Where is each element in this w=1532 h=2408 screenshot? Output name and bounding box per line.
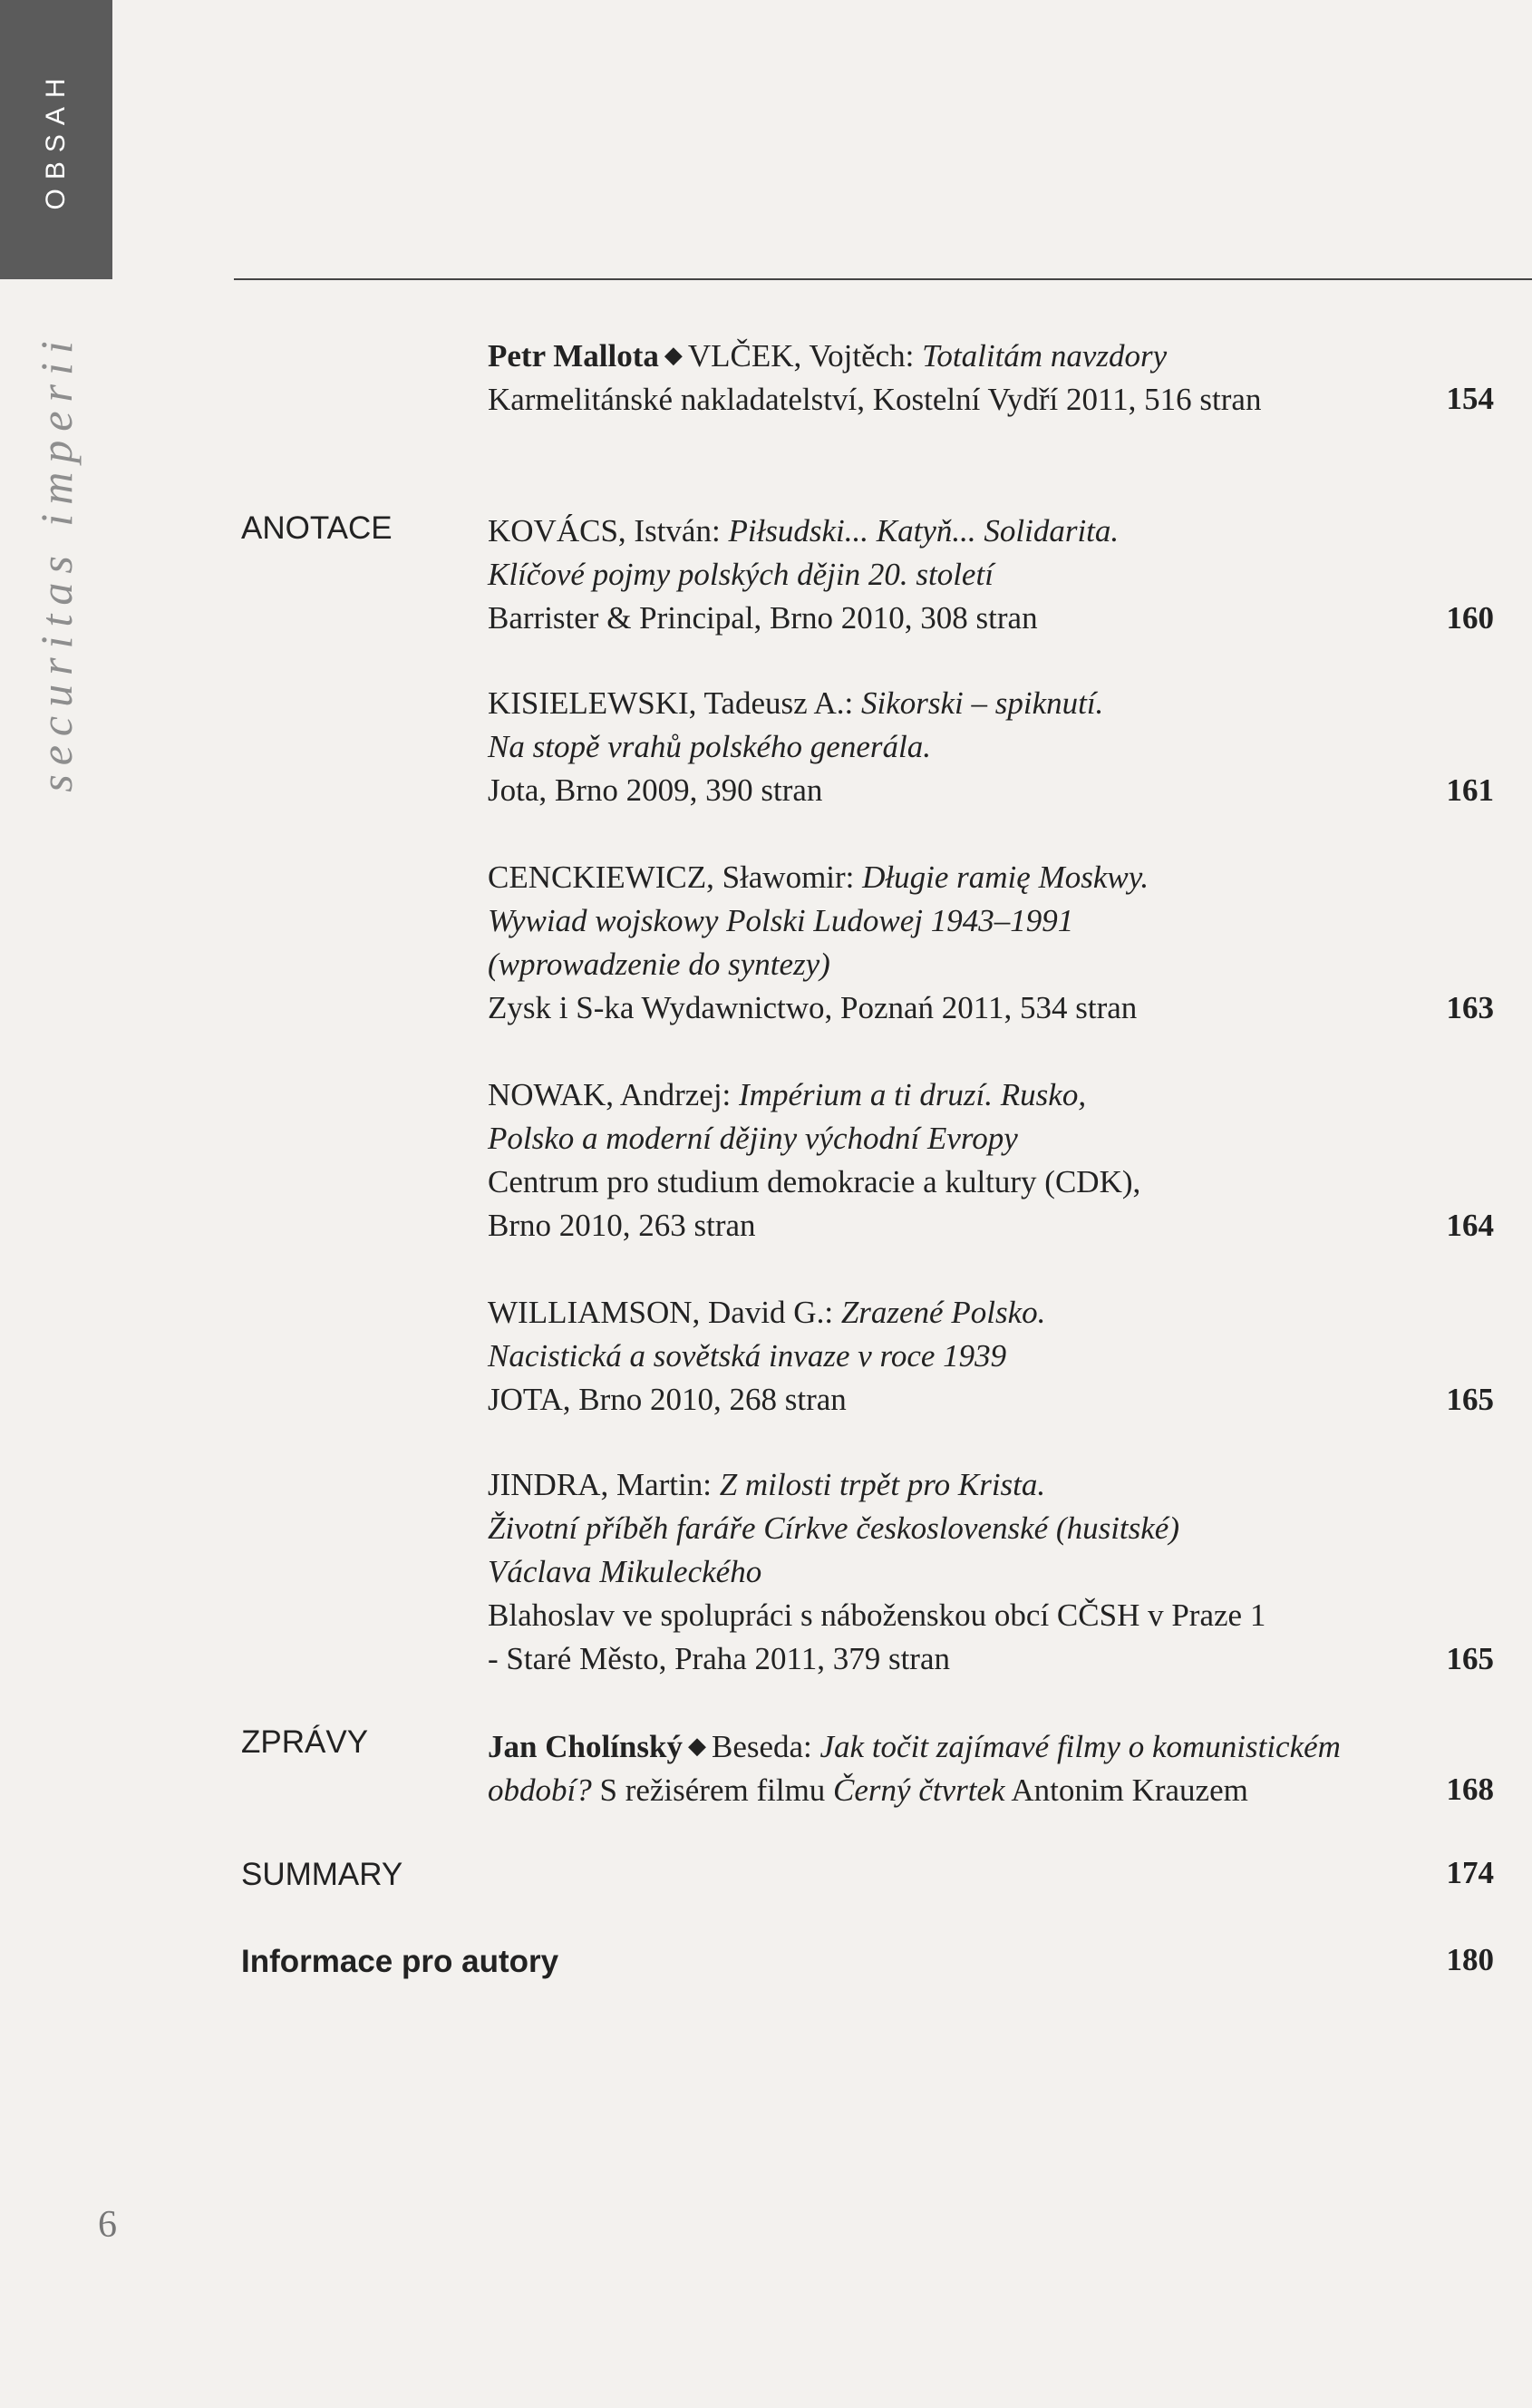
toc-entry-jindra[interactable]: [488, 1463, 1494, 1681]
toc-entry-cenckiewicz[interactable]: [488, 856, 1494, 1030]
page-ref: 163: [1446, 990, 1494, 1025]
book-title: Zrazené Polsko.: [840, 1295, 1046, 1330]
publisher-line: Centrum pro studium demokracie a kultury (CDK),: [488, 1164, 1141, 1199]
article-title: Jak točit zajímavé filmy o komunistickém: [819, 1729, 1341, 1764]
book-author: KOVÁCS, István:: [488, 513, 729, 549]
page-ref: 161: [1446, 772, 1494, 808]
book-subtitle-2: (wprowadzenie do syntezy): [488, 947, 830, 982]
section-informace[interactable]: Informace pro autory: [241, 1944, 559, 1979]
publisher-line: Barrister & Principal, Brno 2010, 308 stran: [488, 600, 1038, 636]
article-title-2: období?: [488, 1772, 592, 1808]
book-subtitle: Klíčové pojmy polských dějin 20. století: [488, 557, 994, 592]
section-anotace: ANOTACE: [241, 510, 393, 546]
film-title: Černý čtvrtek: [833, 1772, 1005, 1808]
header-rule: [234, 278, 1532, 280]
book-title: Totalitám navzdory: [922, 338, 1168, 374]
book-title: Impérium a ti druzí. Rusko,: [739, 1077, 1087, 1112]
publisher-line: JOTA, Brno 2010, 268 stran: [488, 1382, 847, 1417]
book-subtitle: Wywiad wojskowy Polski Ludowej 1943–1991: [488, 903, 1074, 938]
toc-entry-williamson[interactable]: [488, 1291, 1494, 1422]
toc-entry-kisielewski[interactable]: [488, 682, 1494, 812]
publisher-line: Karmelitánské nakladatelství, Kostelní Vydří 2011, 516 stran: [488, 382, 1262, 417]
book-title: Z milosti trpět pro Krista.: [719, 1467, 1046, 1502]
publisher-line: Zysk i S-ka Wydawnictwo, Poznań 2011, 534 stran: [488, 990, 1138, 1025]
book-subtitle: Nacistická a sovětská invaze v roce 1939: [488, 1338, 1007, 1374]
page-ref: 165: [1446, 1641, 1494, 1676]
toc-entry-kovacs[interactable]: [488, 510, 1494, 640]
book-title: Sikorski – spiknutí.: [860, 685, 1104, 721]
book-subtitle: Životní příběh faráře Církve československé (husitské): [488, 1510, 1179, 1546]
book-subtitle-2: Václava Mikuleckého: [488, 1554, 762, 1589]
book-author: VLČEK, Vojtěch:: [687, 338, 923, 374]
book-author: NOWAK, Andrzej:: [488, 1077, 740, 1112]
toc-entry-cholinsky[interactable]: [488, 1724, 1494, 1812]
section-zpravy: ZPRÁVY: [241, 1724, 369, 1760]
journal-motto: securitas imperii: [31, 332, 82, 792]
publisher-line: Blahoslav ve spolupráci s náboženskou obcí CČSH v Praze 1: [488, 1597, 1266, 1633]
publisher-line-2: Brno 2010, 263 stran: [488, 1208, 756, 1243]
publisher-line-2: - Staré Město, Praha 2011, 379 stran: [488, 1641, 950, 1676]
page-ref: 160: [1446, 600, 1494, 636]
book-author: CENCKIEWICZ, Sławomir:: [488, 859, 863, 895]
informace-page-ref: 180: [1446, 1942, 1494, 1977]
article-mid: S režisérem filmu: [591, 1772, 834, 1808]
section-summary[interactable]: SUMMARY: [241, 1857, 403, 1892]
book-subtitle: Polsko a moderní dějiny východní Evropy: [488, 1121, 1018, 1156]
reviewer-name: Petr Mallota: [488, 338, 659, 374]
page-number: 6: [98, 2204, 117, 2246]
reviewer-name: Jan Cholínský: [488, 1729, 683, 1764]
summary-page-ref: 174: [1446, 1855, 1494, 1890]
book-subtitle: Na stopě vrahů polského generála.: [488, 729, 931, 764]
book-author: JINDRA, Martin:: [488, 1467, 720, 1502]
diamond-icon: ◆: [664, 342, 683, 368]
article-tail: Antonim Krauzem: [1004, 1772, 1248, 1808]
diamond-icon: ◆: [687, 1733, 706, 1759]
toc-entry-nowak[interactable]: [488, 1073, 1494, 1248]
section-tab-label: OBSAH: [41, 69, 71, 210]
page-ref: 164: [1446, 1208, 1494, 1243]
publisher-line: Jota, Brno 2009, 390 stran: [488, 772, 823, 808]
book-author: KISIELEWSKI, Tadeusz A.:: [488, 685, 861, 721]
toc-entry-mallota[interactable]: [488, 334, 1494, 422]
article-lead: Beseda:: [711, 1729, 820, 1764]
section-tab: [0, 0, 112, 279]
book-title: Piłsudski... Katyň... Solidarita.: [728, 513, 1120, 549]
page-ref: 168: [1446, 1772, 1494, 1807]
book-title: Długie ramię Moskwy.: [862, 859, 1149, 895]
page-ref: 165: [1446, 1382, 1494, 1417]
book-author: WILLIAMSON, David G.:: [488, 1295, 841, 1330]
page-ref: 154: [1446, 381, 1494, 416]
